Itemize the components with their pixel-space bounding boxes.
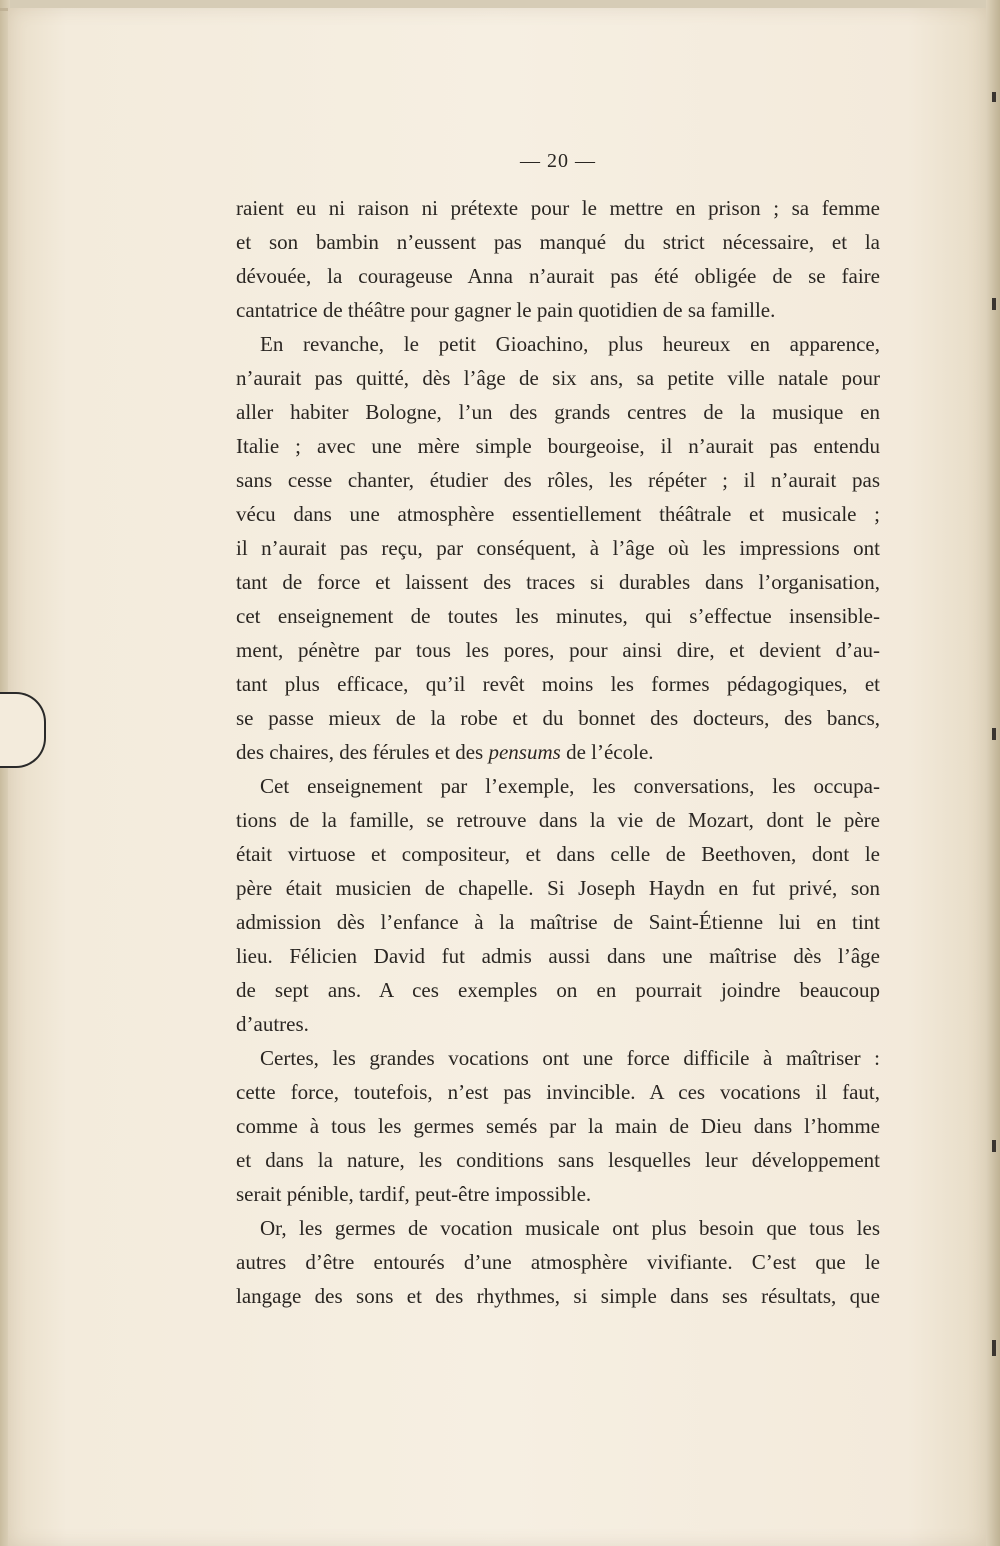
- text-line: cantatrice de théâtre pour gagner le pain quotidien de sa famille.: [236, 298, 776, 322]
- edge-mark: [992, 92, 996, 102]
- text-line: dévouée, la courageuse Anna n’aurait pas été obligée de se faire: [236, 264, 880, 288]
- text-lines: [236, 191, 880, 1313]
- text-line: Or, les germes de vocation musicale ont plus besoin que tous les: [260, 1216, 880, 1240]
- text-line: raient eu ni raison ni prétexte pour le mettre en prison ; sa femme: [236, 196, 880, 220]
- text-line: comme à tous les germes semés par la main de Dieu dans l’homme: [236, 1114, 880, 1138]
- text-line: et dans la nature, les conditions sans lesquelles leur développement: [236, 1148, 880, 1172]
- text-line: père était musicien de chapelle. Si Joseph Haydn en fut privé, son: [236, 876, 880, 900]
- text-line: aller habiter Bologne, l’un des grands centres de la musique en: [236, 400, 880, 424]
- text-line: tant plus efficace, qu’il revêt moins les formes pédagogiques, et: [236, 672, 880, 696]
- text-line: vécu dans une atmosphère essentiellement théâtrale et musicale ;: [236, 502, 880, 526]
- text-line: En revanche, le petit Gioachino, plus heureux en apparence,: [260, 332, 880, 356]
- text-line: ment, pénètre par tous les pores, pour ainsi dire, et devient d’au-: [236, 638, 880, 662]
- italic-word: pensums: [488, 740, 561, 764]
- page-number: — 20 —: [520, 150, 596, 172]
- text-line: tions de la famille, se retrouve dans la vie de Mozart, dont le père: [236, 808, 880, 832]
- text-line: de sept ans. A ces exemples on en pourrait joindre beaucoup: [236, 978, 880, 1002]
- text-line: et son bambin n’eussent pas manqué du strict nécessaire, et la: [236, 230, 880, 254]
- text-line: était virtuose et compositeur, et dans celle de Beethoven, dont le: [236, 842, 880, 866]
- text-line: autres d’être entourés d’une atmosphère vivifiante. C’est que le: [236, 1250, 880, 1274]
- text-line: cet enseignement de toutes les minutes, qui s’effectue insensible-: [236, 604, 880, 628]
- text-line: il n’aurait pas reçu, par conséquent, à l’âge où les impressions ont: [236, 536, 880, 560]
- text-line: serait pénible, tardif, peut-être impossible.: [236, 1182, 592, 1206]
- text-line: lieu. Félicien David fut admis aussi dans une maîtrise dès l’âge: [236, 944, 880, 968]
- text-line: admission dès l’enfance à la maîtrise de Saint-Étienne lui en tint: [236, 910, 880, 934]
- text-line: Certes, les grandes vocations ont une force difficile à maîtriser :: [260, 1046, 880, 1070]
- text-line: se passe mieux de la robe et du bonnet des docteurs, des bancs,: [236, 706, 880, 730]
- text-line: langage des sons et des rhythmes, si simple dans ses résultats, que: [236, 1284, 880, 1308]
- edge-mark: [992, 1140, 996, 1152]
- edge-mark: [992, 298, 996, 310]
- text-line: sans cesse chanter, étudier des rôles, les répéter ; il n’aurait pas: [236, 468, 880, 492]
- edge-mark: [992, 728, 996, 740]
- text-line: Italie ; avec une mère simple bourgeoise, il n’aurait pas entendu: [236, 434, 880, 458]
- text-line: d’autres.: [236, 1012, 309, 1036]
- text-line: n’aurait pas quitté, dès l’âge de six ans, sa petite ville natale pour: [236, 366, 880, 390]
- text-line: Cet enseignement par l’exemple, les conversations, les occupa-: [260, 774, 880, 798]
- body-text: [236, 150, 880, 1313]
- edge-mark: [992, 1340, 996, 1356]
- right-page-edge: [986, 0, 1000, 1546]
- text-line: des chaires, des férules et des pensums de l’école.: [236, 740, 654, 764]
- binding-clip: [0, 692, 46, 768]
- text-line: tant de force et laissent des traces si durables dans l’organisation,: [236, 570, 880, 594]
- text-line: cette force, toutefois, n’est pas invincible. A ces vocations il faut,: [236, 1080, 880, 1104]
